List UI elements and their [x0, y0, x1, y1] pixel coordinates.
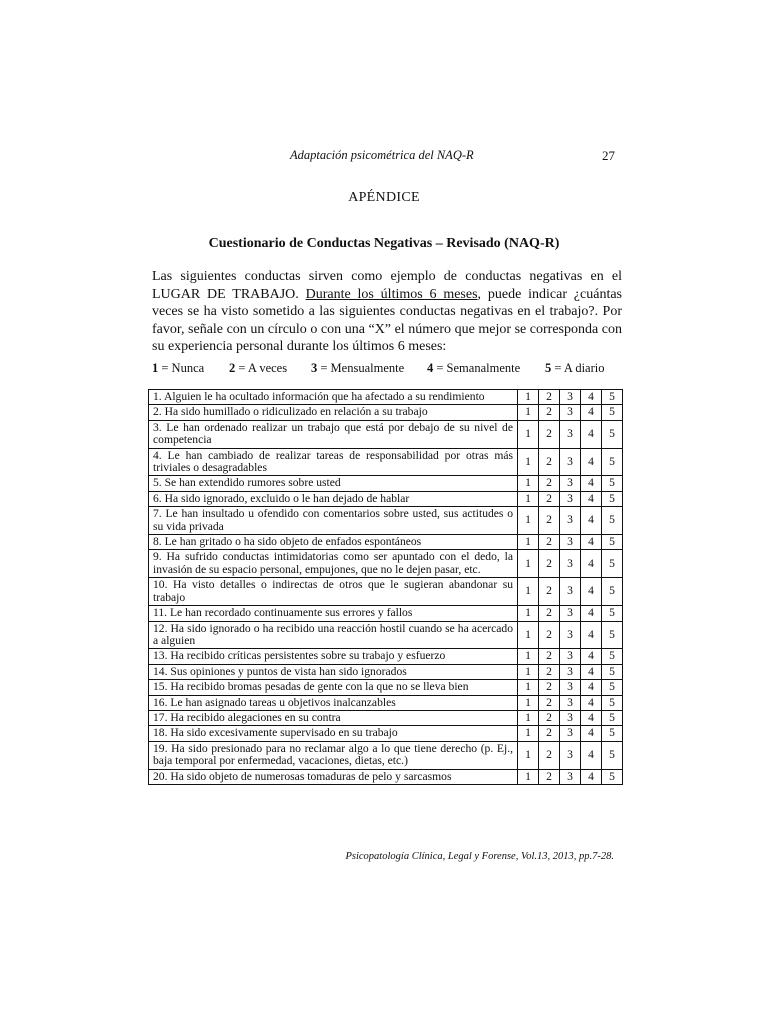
response-option[interactable]: 2: [539, 680, 560, 695]
response-option[interactable]: 5: [602, 448, 623, 476]
response-option[interactable]: 3: [560, 535, 581, 550]
item-text: 19. Ha sido presionado para no reclamar algo a lo que tiene derecho (p. Ej., baja temporal por enfermedad, vacaciones, dietas, etc.): [149, 741, 518, 769]
table-row: [149, 550, 623, 578]
response-option[interactable]: 2: [539, 535, 560, 550]
page-number: 27: [602, 148, 615, 163]
response-option[interactable]: 4: [581, 741, 602, 769]
response-option[interactable]: 2: [539, 741, 560, 769]
response-option[interactable]: 5: [602, 695, 623, 710]
response-option[interactable]: 4: [581, 535, 602, 550]
response-option[interactable]: 5: [602, 621, 623, 649]
response-option[interactable]: 1: [518, 769, 539, 784]
appendix-heading: APÉNDICE: [348, 190, 420, 205]
response-option[interactable]: 5: [602, 769, 623, 784]
table-row: [149, 680, 623, 695]
response-option[interactable]: 1: [518, 664, 539, 679]
item-text: 15. Ha recibido bromas pesadas de gente con la que no se lleva bien: [149, 680, 518, 695]
response-option[interactable]: 3: [560, 621, 581, 649]
table-row: [149, 390, 623, 405]
response-option[interactable]: 4: [581, 578, 602, 606]
response-option[interactable]: 1: [518, 695, 539, 710]
table-row: [149, 606, 623, 621]
response-option[interactable]: 2: [539, 476, 560, 491]
response-option[interactable]: 2: [539, 491, 560, 506]
response-option[interactable]: 5: [602, 710, 623, 725]
response-option[interactable]: 2: [539, 695, 560, 710]
response-option[interactable]: 3: [560, 741, 581, 769]
response-option[interactable]: 4: [581, 769, 602, 784]
response-option[interactable]: 3: [560, 606, 581, 621]
table-row: [149, 448, 623, 476]
response-option[interactable]: 3: [560, 507, 581, 535]
table-row: [149, 476, 623, 491]
response-option[interactable]: 2: [539, 769, 560, 784]
item-text: 18. Ha sido excesivamente supervisado en su trabajo: [149, 726, 518, 741]
response-option[interactable]: 5: [602, 606, 623, 621]
response-scale: [152, 361, 622, 377]
table-row: [149, 420, 623, 448]
item-text: 17. Ha recibido alegaciones en su contra: [149, 710, 518, 725]
response-option[interactable]: 1: [518, 550, 539, 578]
item-text: 6. Ha sido ignorado, excluido o le han dejado de hablar: [149, 491, 518, 506]
response-option[interactable]: 5: [602, 578, 623, 606]
response-option[interactable]: 5: [602, 741, 623, 769]
table-row: [149, 621, 623, 649]
item-text: 16. Le han asignado tareas u objetivos inalcanzables: [149, 695, 518, 710]
running-header: [150, 148, 620, 164]
scale-item: 5 = A diario: [545, 361, 605, 375]
table-row: [149, 710, 623, 725]
item-text: 12. Ha sido ignorado o ha recibido una reacción hostil cuando se ha acercado a alguien: [149, 621, 518, 649]
response-option[interactable]: 1: [518, 710, 539, 725]
response-option[interactable]: 1: [518, 420, 539, 448]
response-option[interactable]: 2: [539, 726, 560, 741]
table-row: [149, 507, 623, 535]
scale-item: 1 = Nunca: [152, 361, 205, 375]
response-option[interactable]: 4: [581, 390, 602, 405]
response-option[interactable]: 1: [518, 491, 539, 506]
response-option[interactable]: 3: [560, 769, 581, 784]
response-option[interactable]: 1: [518, 726, 539, 741]
instructions-part-1: Las siguientes conductas sirven como ejemplo de conductas negativas en el LUGAR DE TRABAJO.: [152, 269, 622, 302]
item-text: 14. Sus opiniones y puntos de vista han sido ignorados: [149, 664, 518, 679]
response-option[interactable]: 3: [560, 476, 581, 491]
table-row: [149, 664, 623, 679]
item-text: 8. Le han gritado o ha sido objeto de enfados espontáneos: [149, 535, 518, 550]
response-option[interactable]: 1: [518, 621, 539, 649]
running-title: Adaptación psicométrica del NAQ-R: [290, 148, 474, 162]
response-option[interactable]: 4: [581, 448, 602, 476]
response-option[interactable]: 3: [560, 390, 581, 405]
table-row: [149, 741, 623, 769]
response-option[interactable]: 3: [560, 405, 581, 420]
response-option[interactable]: 2: [539, 390, 560, 405]
response-option[interactable]: 3: [560, 664, 581, 679]
response-option[interactable]: 4: [581, 405, 602, 420]
item-text: 4. Le han cambiado de realizar tareas de responsabilidad por otras más triviales o desagradables: [149, 448, 518, 476]
response-option[interactable]: 1: [518, 578, 539, 606]
scale-item: 2 = A veces: [229, 361, 288, 375]
table-row: [149, 726, 623, 741]
instructions-paragraph: [152, 268, 622, 356]
table-row: [149, 405, 623, 420]
response-option[interactable]: 3: [560, 448, 581, 476]
response-option[interactable]: 1: [518, 649, 539, 664]
response-option[interactable]: 4: [581, 476, 602, 491]
response-option[interactable]: 1: [518, 476, 539, 491]
response-option[interactable]: 5: [602, 550, 623, 578]
response-option[interactable]: 2: [539, 550, 560, 578]
item-text: 9. Ha sufrido conductas intimidatorias como ser apuntado con el dedo, la invasión de su espacio personal, empujones, que no le dejen pasar, etc.: [149, 550, 518, 578]
instructions-part-2: , puede indicar ¿cuántas veces se ha visto sometido a las siguientes conductas negativas en el trabajo?. Por favor, señale con un círculo o con una “X” el número que mejor se corresponda con su experiencia personal durante los últimos 6 meses:: [152, 286, 622, 355]
response-option[interactable]: 5: [602, 507, 623, 535]
item-text: 2. Ha sido humillado o ridiculizado en relación a su trabajo: [149, 405, 518, 420]
response-option[interactable]: 5: [602, 680, 623, 695]
item-text: 7. Le han insultado u ofendido con comentarios sobre usted, sus actitudes o su vida privada: [149, 507, 518, 535]
response-option[interactable]: 4: [581, 491, 602, 506]
journal-citation: Psicopatología Clínica, Legal y Forense, Vol.13, 2013, pp.7-28.: [345, 851, 614, 862]
response-option[interactable]: 5: [602, 420, 623, 448]
response-option[interactable]: 5: [602, 649, 623, 664]
response-option[interactable]: 5: [602, 491, 623, 506]
response-option[interactable]: 1: [518, 680, 539, 695]
response-option[interactable]: 5: [602, 390, 623, 405]
table-row: [149, 769, 623, 784]
response-option[interactable]: 4: [581, 649, 602, 664]
response-option[interactable]: 3: [560, 550, 581, 578]
response-option[interactable]: 3: [560, 491, 581, 506]
response-option[interactable]: 1: [518, 606, 539, 621]
table-row: [149, 578, 623, 606]
naq-items-table: [148, 389, 623, 785]
table-row: [149, 491, 623, 506]
response-option[interactable]: 2: [539, 448, 560, 476]
response-option[interactable]: 3: [560, 578, 581, 606]
response-option[interactable]: 2: [539, 649, 560, 664]
response-option[interactable]: 4: [581, 695, 602, 710]
item-text: 5. Se han extendido rumores sobre usted: [149, 476, 518, 491]
response-option[interactable]: 2: [539, 420, 560, 448]
response-option[interactable]: 3: [560, 420, 581, 448]
item-text: 1. Alguien le ha ocultado información que ha afectado a su rendimiento: [149, 390, 518, 405]
table-row: [149, 649, 623, 664]
response-option[interactable]: 1: [518, 390, 539, 405]
response-option[interactable]: 2: [539, 664, 560, 679]
response-option[interactable]: 1: [518, 507, 539, 535]
item-text: 10. Ha visto detalles o indirectas de otros que le sugieran abandonar su trabajo: [149, 578, 518, 606]
response-option[interactable]: 2: [539, 405, 560, 420]
response-option[interactable]: 4: [581, 621, 602, 649]
response-option[interactable]: 5: [602, 664, 623, 679]
response-option[interactable]: 2: [539, 606, 560, 621]
response-option[interactable]: 2: [539, 710, 560, 725]
response-option[interactable]: 2: [539, 507, 560, 535]
response-option[interactable]: 4: [581, 680, 602, 695]
response-option[interactable]: 4: [581, 664, 602, 679]
response-option[interactable]: 3: [560, 726, 581, 741]
response-option[interactable]: 5: [602, 476, 623, 491]
item-text: 20. Ha sido objeto de numerosas tomaduras de pelo y sarcasmos: [149, 769, 518, 784]
response-option[interactable]: 5: [602, 726, 623, 741]
scale-item: 4 = Semanalmente: [427, 361, 521, 375]
instructions-underlined: Durante los últimos 6 meses: [305, 286, 478, 302]
response-option[interactable]: 3: [560, 649, 581, 664]
response-option[interactable]: 3: [560, 680, 581, 695]
response-option[interactable]: 5: [602, 405, 623, 420]
response-option[interactable]: 2: [539, 621, 560, 649]
response-option[interactable]: 1: [518, 535, 539, 550]
response-option[interactable]: 4: [581, 420, 602, 448]
response-option[interactable]: 4: [581, 726, 602, 741]
response-option[interactable]: 4: [581, 606, 602, 621]
response-option[interactable]: 1: [518, 741, 539, 769]
response-option[interactable]: 1: [518, 448, 539, 476]
item-text: 11. Le han recordado continuamente sus errores y fallos: [149, 606, 518, 621]
response-option[interactable]: 4: [581, 550, 602, 578]
item-text: 3. Le han ordenado realizar un trabajo que está por debajo de su nivel de competencia: [149, 420, 518, 448]
response-option[interactable]: 1: [518, 405, 539, 420]
item-text: 13. Ha recibido críticas persistentes sobre su trabajo y esfuerzo: [149, 649, 518, 664]
table-row: [149, 695, 623, 710]
scale-item: 3 = Mensualmente: [311, 361, 405, 375]
response-option[interactable]: 3: [560, 710, 581, 725]
questionnaire-title: Cuestionario de Conductas Negativas – Revisado (NAQ-R): [208, 236, 560, 251]
response-option[interactable]: 3: [560, 695, 581, 710]
response-option[interactable]: 4: [581, 507, 602, 535]
response-option[interactable]: 4: [581, 710, 602, 725]
table-row: [149, 535, 623, 550]
response-option[interactable]: 2: [539, 578, 560, 606]
response-option[interactable]: 5: [602, 535, 623, 550]
